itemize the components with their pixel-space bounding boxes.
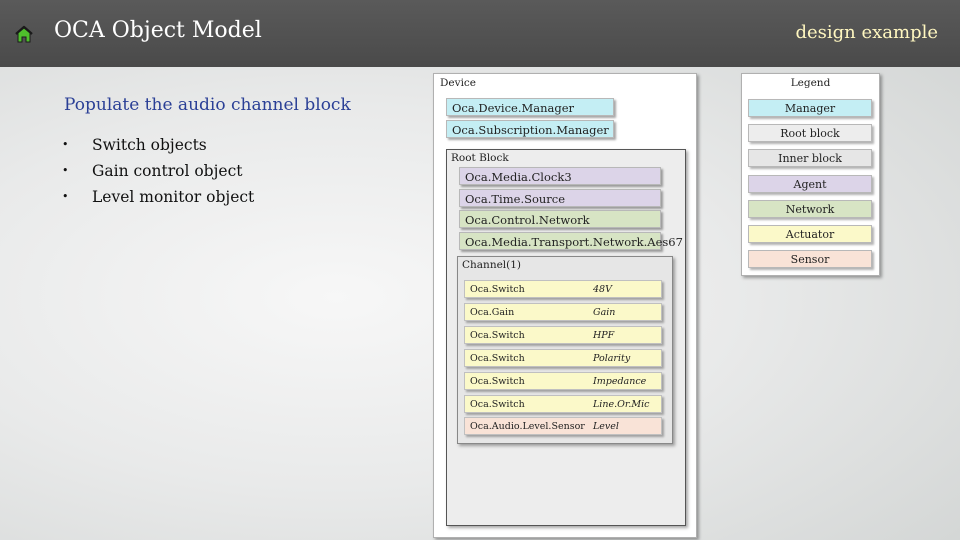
title-bar	[0, 0, 960, 67]
object-class: Oca.Audio.Level.Sensor	[470, 421, 585, 432]
object-role: Line.Or.Mic	[593, 399, 650, 410]
manager-object: Oca.Subscription.Manager	[446, 120, 614, 138]
root-block-label: Root Block	[451, 152, 509, 164]
actuator-row	[464, 372, 662, 390]
object-class: Oca.Switch	[470, 284, 525, 295]
actuator-row	[464, 303, 662, 321]
agent-object: Oca.Media.Clock3	[459, 167, 661, 185]
object-class: Oca.Switch	[470, 353, 525, 364]
legend-item-agent: Agent	[748, 175, 872, 193]
object-role: Gain	[593, 307, 616, 318]
page-title: OCA Object Model	[54, 18, 262, 43]
bullet-glyph: •	[62, 164, 69, 177]
legend-item-manager: Manager	[748, 99, 872, 117]
legend-item-network: Network	[748, 200, 872, 218]
network-object: Oca.Media.Transport.Network.Aes67	[459, 232, 661, 250]
channel-block-label: Channel(1)	[462, 259, 522, 271]
object-role: Impedance	[593, 376, 647, 387]
actuator-row	[464, 349, 662, 367]
object-role: 48V	[593, 284, 612, 295]
bullet-item	[62, 160, 254, 186]
bullet-item	[62, 186, 254, 212]
object-role: Polarity	[593, 353, 631, 364]
device-label: Device	[440, 77, 477, 89]
agent-object: Oca.Time.Source	[459, 189, 661, 207]
legend-title: Legend	[790, 77, 831, 89]
actuator-row	[464, 280, 662, 298]
bullet-list	[62, 134, 254, 212]
actuator-row	[464, 395, 662, 413]
legend-item-sensor: Sensor	[748, 250, 872, 268]
bullet-text: Gain control object	[92, 162, 243, 180]
device-panel	[433, 73, 697, 538]
object-class: Oca.Gain	[470, 307, 515, 318]
actuator-row	[464, 326, 662, 344]
home-icon[interactable]	[14, 24, 34, 44]
manager-object: Oca.Device.Manager	[446, 98, 614, 116]
page-subtitle: design example	[795, 22, 938, 43]
legend-item-root-block: Root block	[748, 124, 872, 142]
section-heading: Populate the audio channel block	[64, 95, 351, 115]
legend-item-inner-block: Inner block	[748, 149, 872, 167]
bullet-text: Level monitor object	[92, 188, 255, 206]
legend-panel	[741, 73, 880, 276]
bullet-glyph: •	[62, 190, 69, 203]
bullet-item	[62, 134, 254, 160]
object-class: Oca.Switch	[470, 399, 525, 410]
bullet-text: Switch objects	[92, 136, 207, 154]
legend-item-actuator: Actuator	[748, 225, 872, 243]
channel-block-panel	[457, 256, 673, 444]
sensor-row	[464, 417, 662, 435]
object-class: Oca.Switch	[470, 330, 525, 341]
object-role: Level	[593, 421, 619, 432]
bullet-glyph: •	[62, 138, 69, 151]
object-class: Oca.Switch	[470, 376, 525, 387]
object-role: HPF	[593, 330, 615, 341]
network-object: Oca.Control.Network	[459, 210, 661, 228]
root-block-panel	[446, 149, 686, 526]
